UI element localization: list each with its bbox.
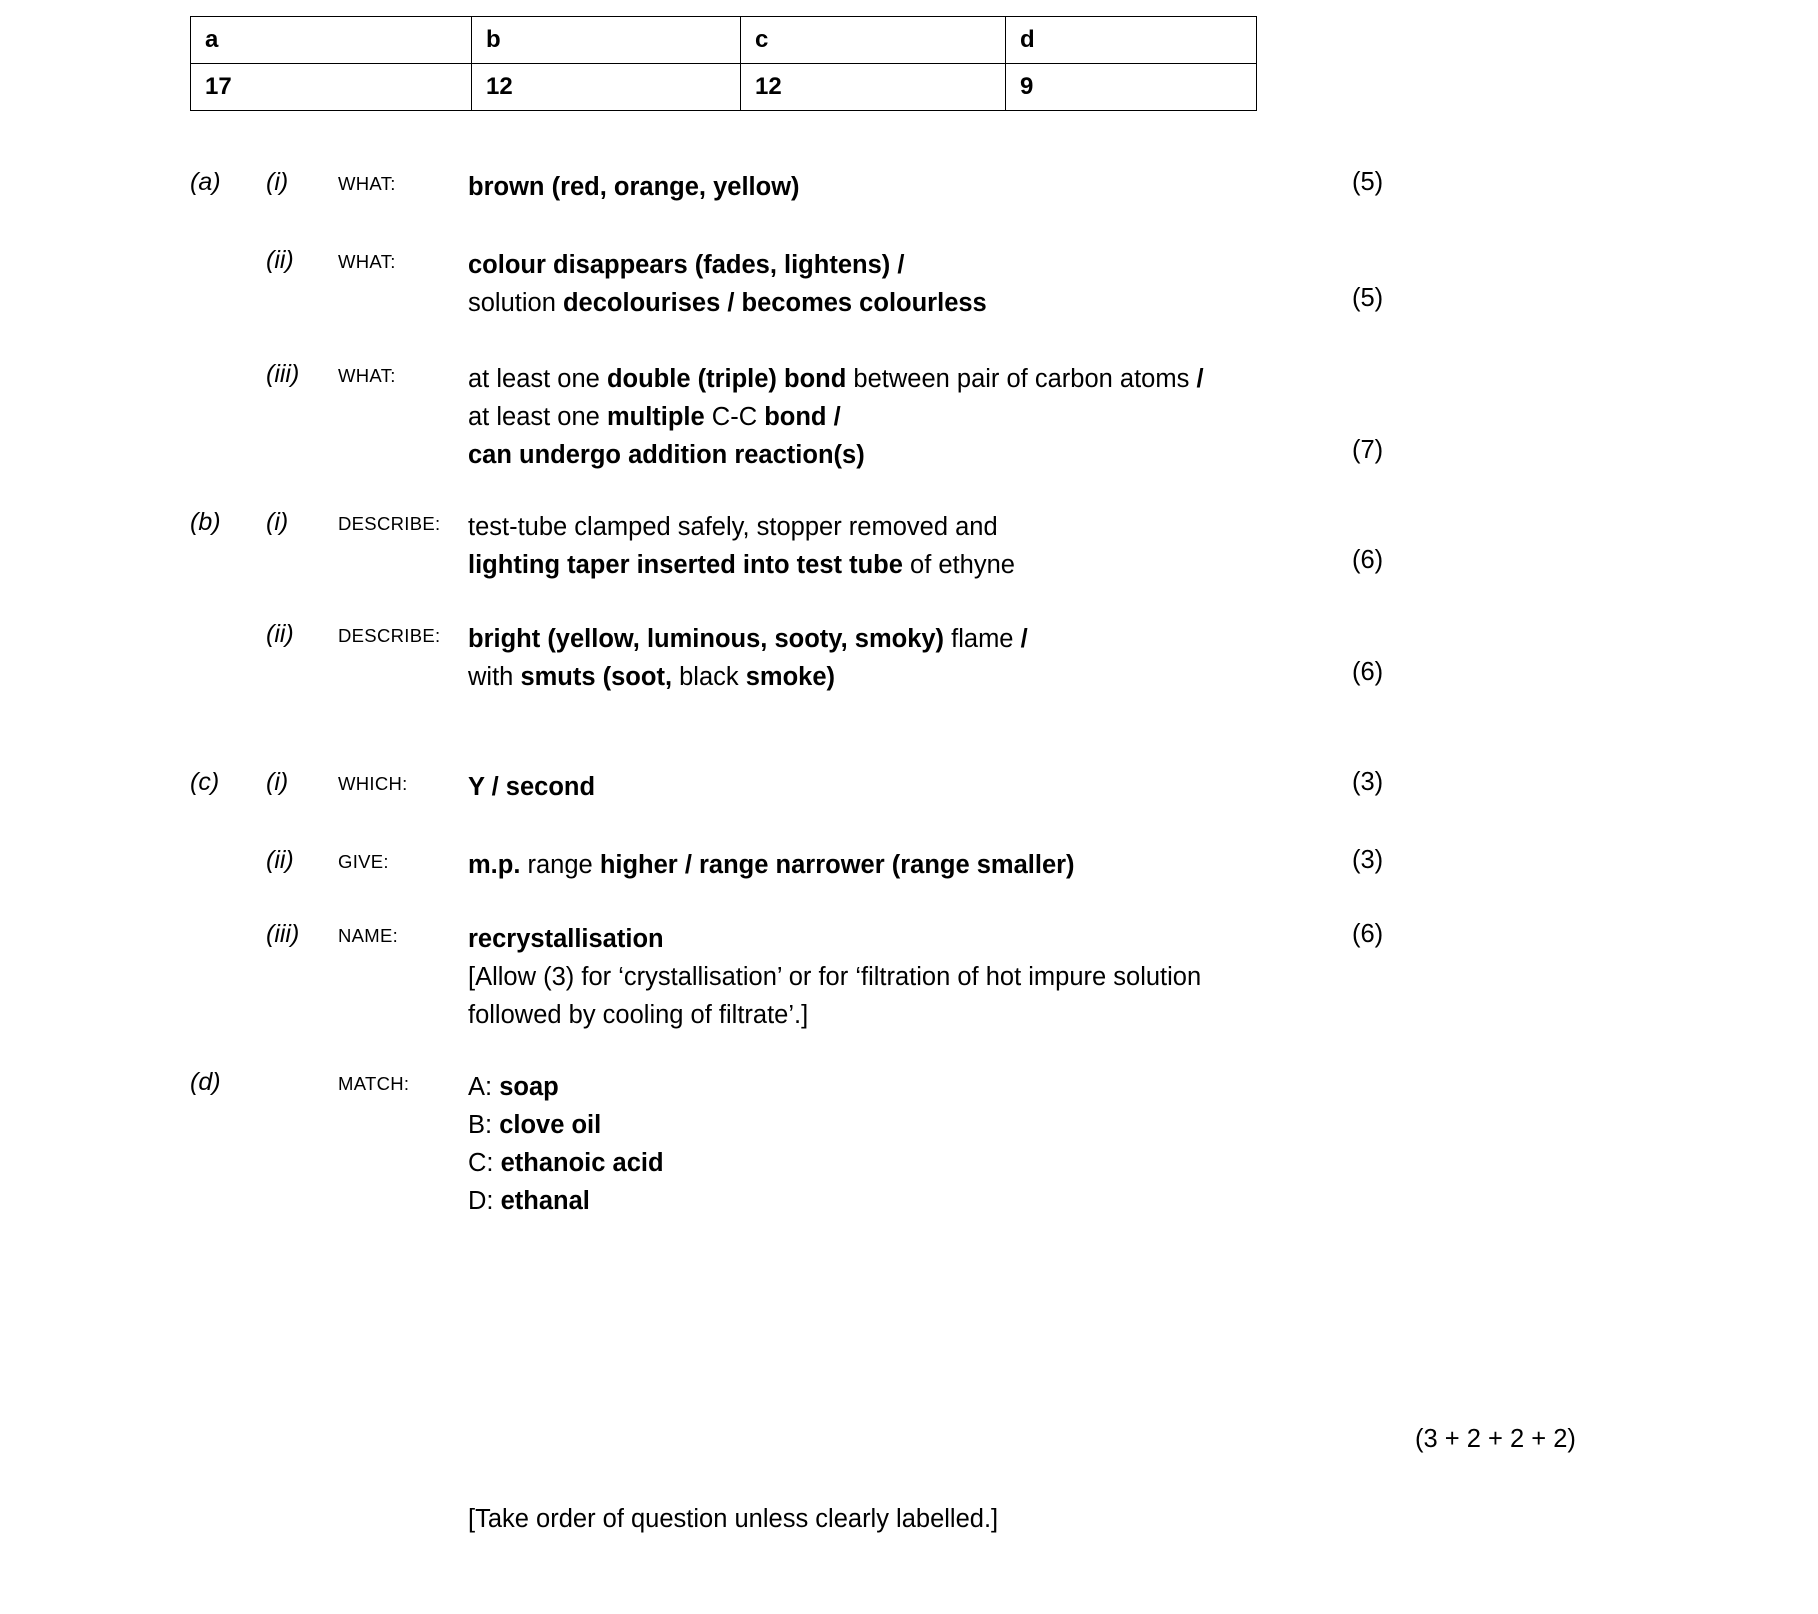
answer-keyword: ethanoic acid [500,1149,664,1177]
marks-header-b: b [472,17,741,64]
answer-text [468,920,1338,1034]
answer-text-line [468,1182,1338,1220]
answer-keyword: can undergo addition reaction(s) [468,441,865,469]
answer-plain-text: C: [468,1149,501,1177]
answer-plain-text: at least one [468,365,607,393]
answer-cue-label: DESCRIBE: [338,625,441,646]
answer-text [468,768,1338,806]
answer-plain-text: A: [468,1073,500,1101]
answer-subpart-label: (i) [266,168,289,196]
answer-text-line [468,958,1338,996]
answer-keyword: decolourises / becomes colourless [562,289,987,317]
answer-marks-allocation: (3) [1352,846,1384,874]
answer-plain-text: range [520,851,600,879]
answer-marks-allocation: (7) [1352,436,1384,464]
answer-keyword: / [1196,365,1204,393]
answer-text-line [468,620,1338,658]
answer-text-line [468,168,1338,206]
answer-keyword: lighting taper inserted into test tube [468,551,903,579]
answer-text-line [468,546,1338,584]
answer-keyword: Y / second [468,773,596,801]
answer-keyword: ethanal [500,1187,590,1215]
answer-part-label: (b) [190,508,221,536]
answer-marks-allocation: (3) [1352,768,1384,796]
answer-plain-text: solution [468,289,563,317]
answer-marks-allocation: (6) [1352,658,1384,686]
answer-text-line [468,284,1338,322]
answer-text-line [468,1144,1338,1182]
answer-plain-text: followed by cooling of filtrate’.] [468,1001,809,1029]
table-row-headers [191,17,1257,64]
marks-header-c: c [741,17,1006,64]
marks-header-a: a [191,17,472,64]
answer-plain-text: between pair of carbon atoms [846,365,1197,393]
answer-cue-label: MATCH: [338,1073,410,1094]
answer-keyword: double (triple) bond [606,365,847,393]
answer-plain-text: black [672,663,746,691]
answer-plain-text: with [468,663,521,691]
marks-value-a: 17 [191,64,472,111]
answer-text-line [468,246,1338,284]
answer-keyword: bright (yellow, luminous, sooty, smoky) [468,625,945,653]
answer-text-line [468,658,1338,696]
answer-keyword: higher / range narrower (range smaller) [599,851,1075,879]
answer-text [468,360,1338,474]
answer-cue-label: WHICH: [338,773,408,794]
answer-marks-allocation: (6) [1352,546,1384,574]
answer-plain-text: at least one [468,403,607,431]
marks-header-d: d [1006,17,1257,64]
answer-text-line [468,1068,1338,1106]
answer-text [468,246,1338,322]
answer-keyword: brown (red, orange, yellow) [468,173,800,201]
answer-subpart-label: (iii) [266,920,300,948]
answer-text-line [468,996,1338,1034]
answer-keyword: clove oil [499,1111,602,1139]
answer-plain-text: B: [468,1111,500,1139]
answer-keyword: smoke) [745,663,836,691]
answer-plain-text: flame [944,625,1021,653]
answer-text-line [468,398,1338,436]
answer-subpart-label: (i) [266,508,289,536]
marks-value-d: 9 [1006,64,1257,111]
marks-value-b: 12 [472,64,741,111]
answer-subpart-label: (i) [266,768,289,796]
answer-cue-label: DESCRIBE: [338,513,441,534]
answer-plain-text: C-C [704,403,765,431]
answer-cue-label: NAME: [338,925,399,946]
answer-text [468,168,1338,206]
answer-keyword: / [1020,625,1028,653]
answer-text-line [468,508,1338,546]
answer-plain-text: test-tube clamped safely, stopper removed and [468,513,998,541]
answer-marks-allocation: (5) [1352,168,1384,196]
answer-keyword: soap [499,1073,559,1101]
answer-text-line [468,920,1338,958]
answer-subpart-label: (ii) [266,246,294,274]
answer-text-line [468,436,1338,474]
answer-part-label: (d) [190,1068,221,1096]
answer-keyword: smuts (soot, [520,663,673,691]
answer-keyword: colour disappears (fades, lightens) / [468,251,905,279]
answer-marks-allocation: (5) [1352,284,1384,312]
answer-text [468,508,1338,584]
answer-subpart-label: (ii) [266,620,294,648]
examiner-note: [Take order of question unless clearly labelled.] [468,1505,999,1533]
answer-text-line [468,768,1338,806]
answer-keyword: recrystallisation [468,925,664,953]
answer-keyword: multiple [606,403,705,431]
answer-text [468,1068,1338,1220]
total-marks-breakdown: (3 + 2 + 2 + 2) [1415,1425,1576,1453]
marks-summary-table [190,16,1140,111]
answer-cue-label: WHAT: [338,251,396,272]
answer-text-line [468,846,1338,884]
answer-subpart-label: (ii) [266,846,294,874]
answer-text-line [468,1106,1338,1144]
answer-part-label: (c) [190,768,220,796]
answer-cue-label: WHAT: [338,365,396,386]
answer-marks-allocation: (6) [1352,920,1384,948]
answer-plain-text: of ethyne [902,551,1015,579]
answer-text [468,846,1338,884]
answer-text [468,620,1338,696]
answer-keyword: m.p. [468,851,521,879]
answer-text-line [468,360,1338,398]
answer-cue-label: GIVE: [338,851,389,872]
marks-table [190,16,1257,111]
answer-plain-text: D: [468,1187,501,1215]
table-row-values [191,64,1257,111]
marks-table-body [191,17,1257,111]
answer-plain-text: [Allow (3) for ‘crystallisation’ or for ‘filtration of hot impure solution [468,963,1202,991]
answer-subpart-label: (iii) [266,360,300,388]
answer-cue-label: WHAT: [338,173,396,194]
marks-value-c: 12 [741,64,1006,111]
answer-part-label: (a) [190,168,221,196]
answer-keyword: bond / [764,403,841,431]
